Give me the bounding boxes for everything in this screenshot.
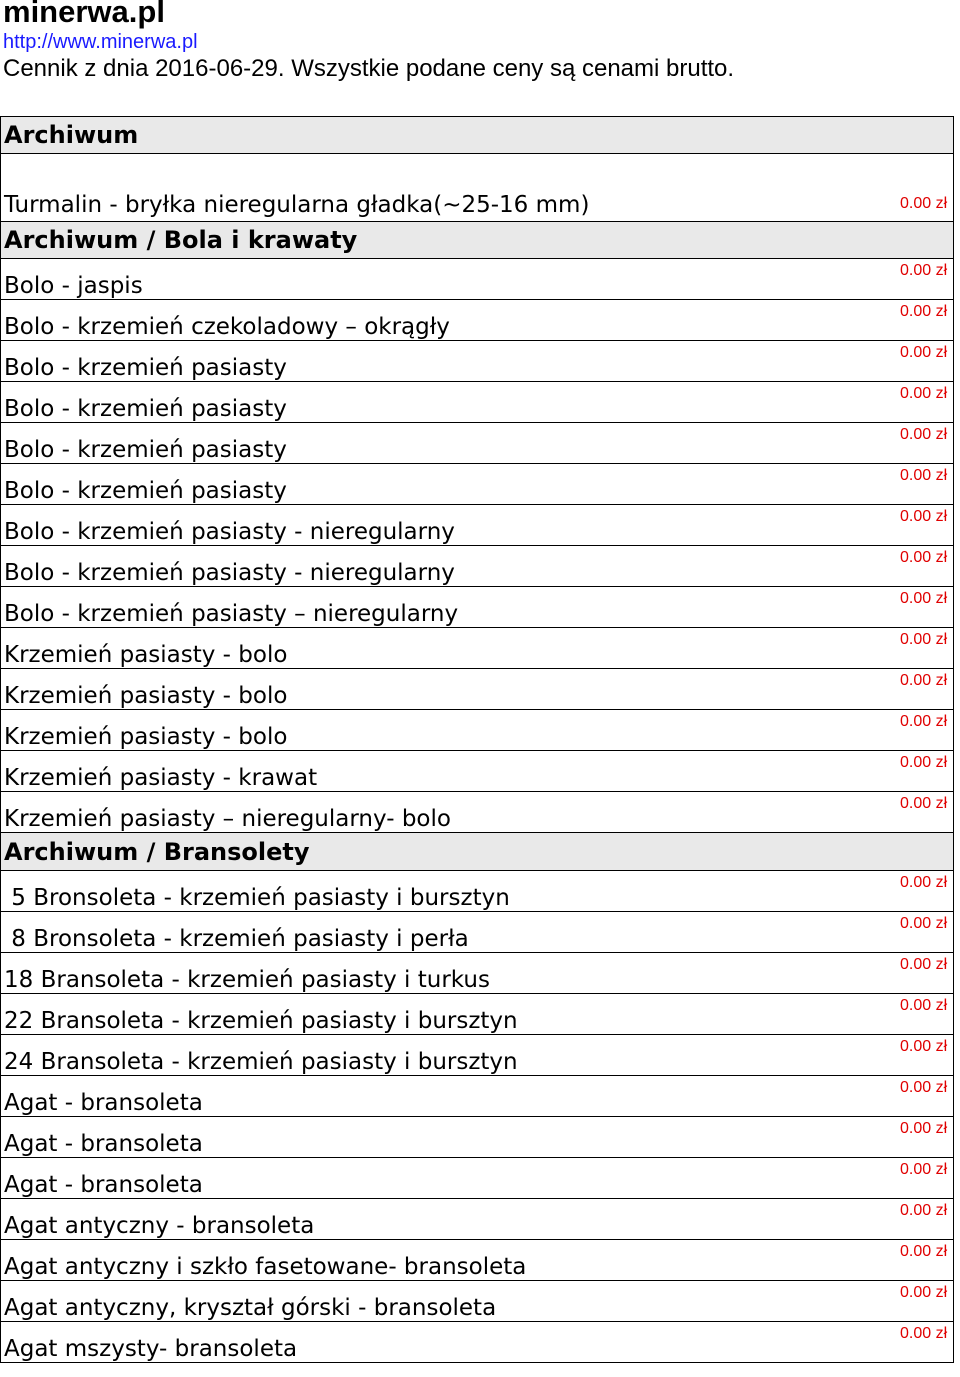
product-price: 0.00 zł	[900, 195, 948, 212]
product-row	[0, 710, 954, 751]
product-row	[0, 871, 954, 912]
product-row	[0, 1322, 954, 1363]
product-row	[0, 300, 954, 341]
product-name: Bolo - krzemień pasiasty - nieregularny	[4, 560, 455, 586]
product-row	[0, 154, 954, 222]
product-row	[0, 792, 954, 833]
product-price: 0.00 zł	[900, 344, 948, 361]
product-row	[0, 912, 954, 953]
product-row	[0, 464, 954, 505]
product-price: 0.00 zł	[900, 1120, 948, 1137]
product-price: 0.00 zł	[900, 1243, 948, 1260]
product-price: 0.00 zł	[900, 385, 948, 402]
product-name: Agat antyczny, kryształ górski - bransoleta	[4, 1295, 497, 1321]
product-name: Bolo - krzemień pasiasty	[4, 478, 287, 504]
product-price: 0.00 zł	[900, 508, 948, 525]
product-price: 0.00 zł	[900, 1038, 948, 1055]
product-price: 0.00 zł	[900, 956, 948, 973]
product-row	[0, 953, 954, 994]
product-name: Bolo - krzemień czekoladowy – okrągły	[4, 314, 450, 340]
product-price: 0.00 zł	[900, 467, 948, 484]
product-price: 0.00 zł	[900, 631, 948, 648]
product-row	[0, 341, 954, 382]
product-name: 22 Bransoleta - krzemień pasiasty i bursztyn	[4, 1008, 518, 1034]
product-price: 0.00 zł	[900, 1161, 948, 1178]
section-title: Archiwum / Bola i krawaty	[4, 226, 358, 254]
product-price: 0.00 zł	[900, 1202, 948, 1219]
product-name: Bolo - krzemień pasiasty - nieregularny	[4, 519, 455, 545]
section-title: Archiwum / Bransolety	[4, 837, 310, 866]
product-price: 0.00 zł	[900, 1284, 948, 1301]
product-price: 0.00 zł	[900, 915, 948, 932]
product-name: Bolo - krzemień pasiasty – nieregularny	[4, 601, 459, 627]
product-row	[0, 1158, 954, 1199]
product-row	[0, 669, 954, 710]
product-name: Krzemień pasiasty – nieregularny- bolo	[4, 806, 451, 832]
section-header	[0, 117, 954, 154]
product-row	[0, 259, 954, 300]
product-name: Bolo - krzemień pasiasty	[4, 396, 287, 422]
price-table	[0, 116, 954, 1363]
product-price: 0.00 zł	[900, 1079, 948, 1096]
product-name: Agat antyczny - bransoleta	[4, 1213, 315, 1239]
product-row	[0, 1076, 954, 1117]
product-row	[0, 994, 954, 1035]
product-name: Agat antyczny i szkło fasetowane- bransoleta	[4, 1254, 527, 1280]
product-price: 0.00 zł	[900, 303, 948, 320]
product-name: Turmalin - bryłka nieregularna gładka(~25-16 mm)	[4, 192, 590, 218]
product-row	[0, 587, 954, 628]
product-price: 0.00 zł	[900, 262, 948, 279]
section-title: Archiwum	[4, 121, 139, 149]
product-price: 0.00 zł	[900, 713, 948, 730]
product-row	[0, 751, 954, 792]
product-name: Krzemień pasiasty - bolo	[4, 724, 288, 750]
site-title: minerwa.pl	[3, 0, 165, 29]
product-name: Agat - bransoleta	[4, 1131, 203, 1157]
product-name: 24 Bransoleta - krzemień pasiasty i bursztyn	[4, 1049, 518, 1075]
product-price: 0.00 zł	[900, 549, 948, 566]
product-name: Krzemień pasiasty - bolo	[4, 642, 288, 668]
product-name: 8 Bronsoleta - krzemień pasiasty i perła	[4, 926, 469, 952]
product-row	[0, 423, 954, 464]
product-name: Bolo - krzemień pasiasty	[4, 437, 287, 463]
product-name: 18 Bransoleta - krzemień pasiasty i turkus	[4, 967, 490, 993]
product-row	[0, 1035, 954, 1076]
product-row	[0, 1199, 954, 1240]
product-name: Agat - bransoleta	[4, 1090, 203, 1116]
section-header	[0, 833, 954, 871]
product-price: 0.00 zł	[900, 795, 948, 812]
product-row	[0, 382, 954, 423]
price-list-note: Cennik z dnia 2016-06-29. Wszystkie podane ceny są cenami brutto.	[3, 55, 735, 82]
product-name: Agat mszysty- bransoleta	[4, 1336, 298, 1362]
product-price: 0.00 zł	[900, 672, 948, 689]
product-name: Krzemień pasiasty - bolo	[4, 683, 288, 709]
product-price: 0.00 zł	[900, 997, 948, 1014]
product-row	[0, 546, 954, 587]
product-price: 0.00 zł	[900, 590, 948, 607]
section-header	[0, 222, 954, 259]
product-row	[0, 1281, 954, 1322]
product-row	[0, 1117, 954, 1158]
product-name: Bolo - jaspis	[4, 273, 143, 299]
product-price: 0.00 zł	[900, 1325, 948, 1342]
product-price: 0.00 zł	[900, 426, 948, 443]
product-name: Bolo - krzemień pasiasty	[4, 355, 287, 381]
product-row	[0, 1240, 954, 1281]
product-price: 0.00 zł	[900, 754, 948, 771]
product-row	[0, 505, 954, 546]
product-price: 0.00 zł	[900, 874, 948, 891]
product-name: Krzemień pasiasty - krawat	[4, 765, 318, 791]
site-url-link[interactable]: http://www.minerwa.pl	[3, 31, 198, 53]
product-row	[0, 628, 954, 669]
product-name: Agat - bransoleta	[4, 1172, 203, 1198]
product-name: 5 Bronsoleta - krzemień pasiasty i bursztyn	[4, 885, 510, 911]
